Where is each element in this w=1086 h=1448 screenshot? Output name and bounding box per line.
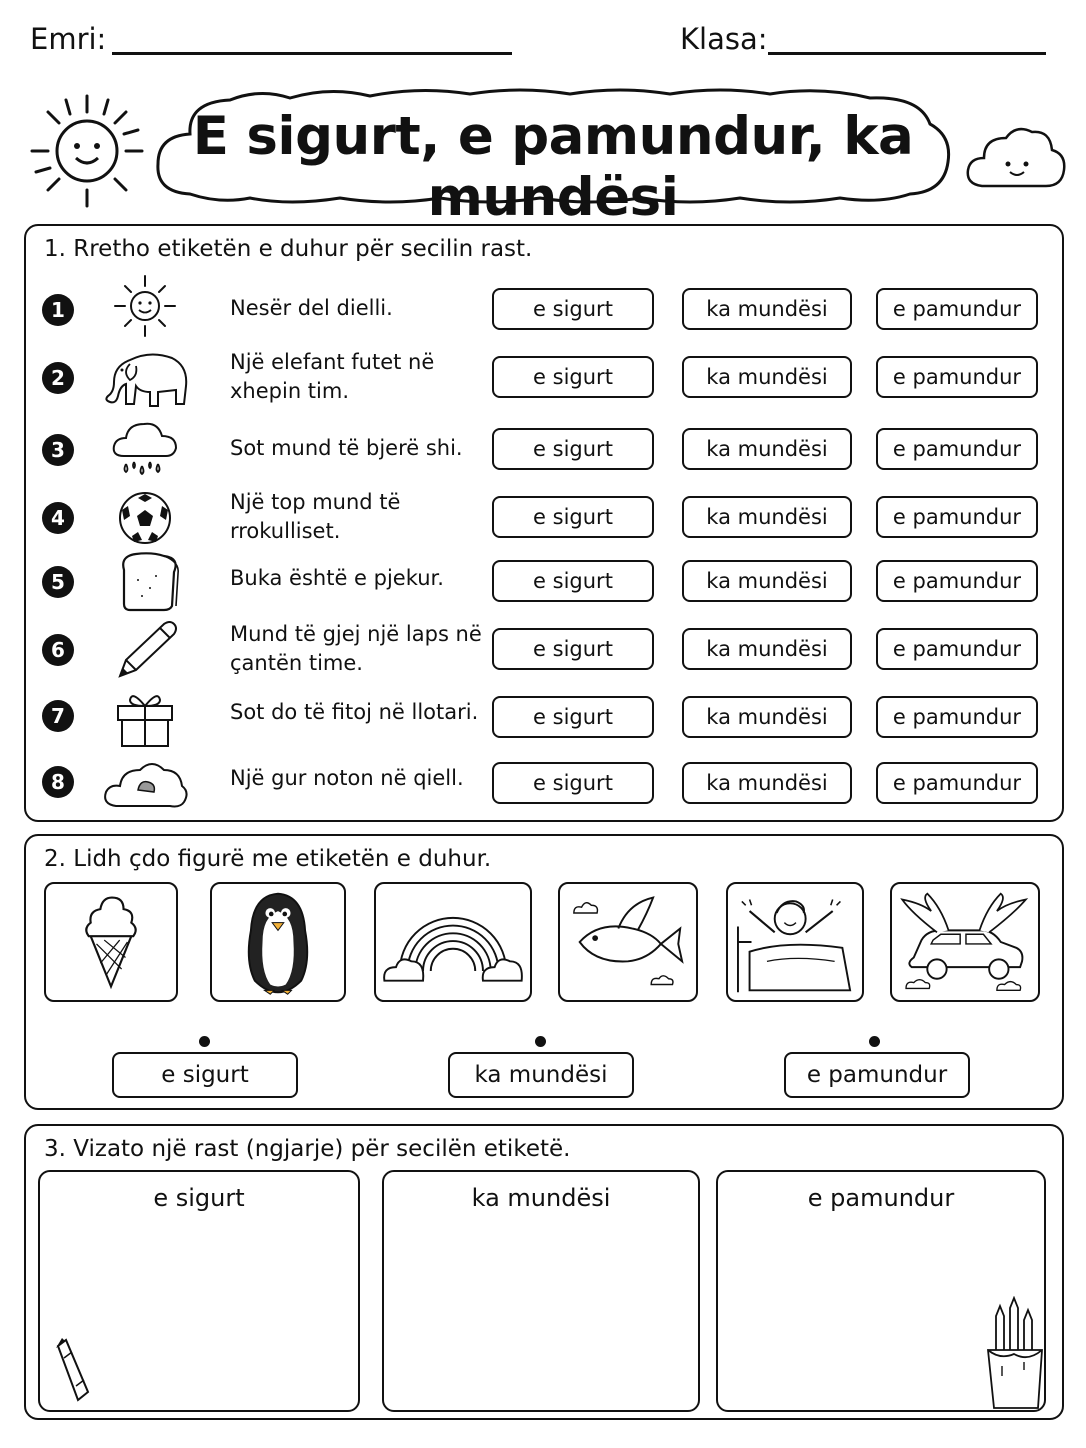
penguin-icon	[212, 884, 344, 1000]
option-impossible[interactable]: e pamundur	[876, 356, 1038, 398]
flying-car-icon	[892, 884, 1038, 1000]
picture-card[interactable]	[726, 882, 864, 1002]
list-item	[26, 688, 1066, 748]
picture-card[interactable]	[890, 882, 1040, 1002]
list-item	[26, 420, 1066, 480]
class-field[interactable]	[768, 52, 1046, 55]
item-number: 4	[42, 502, 74, 534]
item-number: 6	[42, 634, 74, 666]
row-statement: Një top mund të rrokulliset.	[230, 490, 401, 543]
option-possible[interactable]: ka mundësi	[682, 762, 852, 804]
list-item	[26, 280, 1066, 340]
section2-title: 2. Lidh çdo figurë me etiketën e duhur.	[44, 846, 492, 872]
sun-decoration-icon	[28, 92, 146, 210]
rain-cloud-icon	[100, 416, 190, 480]
class-label: Klasa:	[680, 22, 768, 56]
match-dot[interactable]	[199, 1036, 210, 1047]
draw-box-possible[interactable]	[382, 1170, 700, 1412]
list-item	[26, 488, 1066, 548]
option-possible[interactable]: ka mundësi	[682, 628, 852, 670]
child-waking-icon	[728, 884, 862, 1000]
label-possible[interactable]: ka mundësi	[448, 1052, 634, 1098]
draw-box-label: e sigurt	[153, 1184, 245, 1212]
option-impossible[interactable]: e pamundur	[876, 696, 1038, 738]
elephant-icon	[100, 346, 190, 410]
row-statement: Nesër del dielli.	[230, 296, 393, 320]
option-impossible[interactable]: e pamundur	[876, 428, 1038, 470]
draw-box-label: ka mundësi	[471, 1184, 611, 1212]
option-impossible[interactable]: e pamundur	[876, 762, 1038, 804]
list-item	[26, 348, 1066, 408]
row-statement: Sot mund të bjerë shi.	[230, 436, 463, 460]
option-impossible[interactable]: e pamundur	[876, 628, 1038, 670]
name-field[interactable]	[112, 52, 512, 55]
item-number: 3	[42, 434, 74, 466]
item-number: 2	[42, 362, 74, 394]
list-item	[26, 754, 1066, 814]
option-impossible[interactable]: e pamundur	[876, 496, 1038, 538]
option-possible[interactable]: ka mundësi	[682, 288, 852, 330]
crayon-icon	[48, 1334, 94, 1404]
pencil-cup-icon	[980, 1296, 1050, 1412]
picture-card[interactable]	[374, 882, 532, 1002]
cloud-rock-icon	[100, 750, 190, 814]
soccer-ball-icon	[100, 486, 190, 550]
option-certain[interactable]: e sigurt	[492, 428, 654, 470]
option-possible[interactable]: ka mundësi	[682, 356, 852, 398]
option-possible[interactable]: ka mundësi	[682, 696, 852, 738]
gift-icon	[100, 684, 190, 748]
section3-title: 3. Vizato një rast (ngjarje) për secilën etiketë.	[44, 1136, 571, 1162]
item-number: 5	[42, 566, 74, 598]
picture-card[interactable]	[558, 882, 698, 1002]
row-statement: Një gur noton në qiell.	[230, 766, 464, 790]
row-statement: Sot do të fitoj në llotari.	[230, 700, 479, 724]
section-circle-label	[24, 224, 1064, 822]
option-certain[interactable]: e sigurt	[492, 496, 654, 538]
name-label: Emri:	[30, 22, 107, 56]
option-possible[interactable]: ka mundësi	[682, 496, 852, 538]
option-certain[interactable]: e sigurt	[492, 762, 654, 804]
draw-box-label: e pamundur	[807, 1184, 955, 1212]
draw-box-certain[interactable]	[38, 1170, 360, 1412]
list-item	[26, 554, 1066, 614]
section1-title: 1. Rretho etiketën e duhur për secilin rast.	[44, 236, 533, 262]
match-dot[interactable]	[535, 1036, 546, 1047]
option-possible[interactable]: ka mundësi	[682, 428, 852, 470]
option-certain[interactable]: e sigurt	[492, 288, 654, 330]
sun-icon	[100, 274, 190, 338]
item-number: 7	[42, 700, 74, 732]
bread-icon	[100, 550, 190, 614]
pencil-icon	[100, 618, 190, 682]
row-statement: Një elefant futet në xhepin tim.	[230, 350, 435, 403]
flying-fish-icon	[560, 884, 696, 1000]
option-certain[interactable]: e sigurt	[492, 356, 654, 398]
match-dot[interactable]	[869, 1036, 880, 1047]
list-item	[26, 620, 1066, 680]
option-certain[interactable]: e sigurt	[492, 560, 654, 602]
picture-card[interactable]	[210, 882, 346, 1002]
option-possible[interactable]: ka mundësi	[682, 560, 852, 602]
option-certain[interactable]: e sigurt	[492, 696, 654, 738]
option-certain[interactable]: e sigurt	[492, 628, 654, 670]
label-impossible[interactable]: e pamundur	[784, 1052, 970, 1098]
section-draw	[24, 1124, 1064, 1420]
picture-card[interactable]	[44, 882, 178, 1002]
label-certain[interactable]: e sigurt	[112, 1052, 298, 1098]
ice-cream-icon	[46, 884, 176, 1000]
rainbow-icon	[376, 884, 530, 1000]
cloud-decoration-icon	[964, 120, 1068, 196]
row-statement: Mund të gjej një laps në çantën time.	[230, 622, 482, 675]
option-impossible[interactable]: e pamundur	[876, 560, 1038, 602]
option-impossible[interactable]: e pamundur	[876, 288, 1038, 330]
row-statement: Buka është e pjekur.	[230, 566, 444, 590]
item-number: 8	[42, 766, 74, 798]
item-number: 1	[42, 294, 74, 326]
section-match-pictures	[24, 834, 1064, 1110]
page-title: E sigurt, e pamundur, ka mundësi	[192, 106, 914, 228]
